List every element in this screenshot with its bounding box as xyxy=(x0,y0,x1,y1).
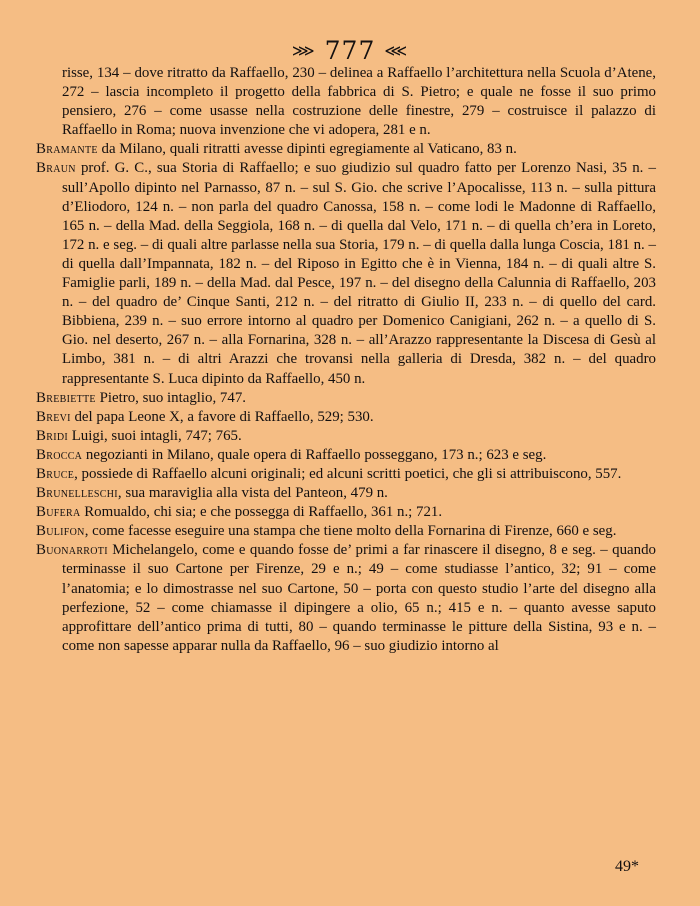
index-entry-buonarroti xyxy=(36,541,656,656)
index-entry-bufera xyxy=(36,503,656,522)
entry-text: Romualdo, chi sia; e che possegga di Raffaello, 361 n.; 721. xyxy=(80,504,443,521)
entry-text: , come facesse eseguire una stampa che tiene molto della Fornarina di Firenze, 660 e seg. xyxy=(84,523,617,540)
entry-text: prof. G. C., sua Storia di Raffaello; e suo giudizio sul quadro fatto per Lorenzo Nasi, 35 n. – sull’Apollo dipinto nel Parnasso, 87 n. – sul S. Gio. che scrive l’Apocalisse, 113 n. – sulla pittura d’Eliodoro, 124 n. – non parla del quadro Canossa, 158 n. – come lodi le Madonne di Raffaello, 165 n. – della Mad. della Seggiola, 168 n. – di quella dal Velo, 171 n. – di quella ch’era in Loreto, 172 n. e seg. – di quali altre parlasse nella sua Storia, 179 n. – di quella dalla lunga Coscia, 181 n. – di quella dall’Impannata, 182 n. – del Riposo in Egitto che è in Vienna, 184 n. – di quali altre S. Famiglie parli, 189 n. – della Mad. dal Pesce, 197 n. – del disegno della Calunnia di Raffaello, 203 n. – del quadro de’ Cinque Santi, 212 n. – del ritratto di Giulio II, 233 n. – di quello del card. Bibbiena, 239 n. – suo errore intorno al quadro per Domenico Canigiani, 262 n. – a quello di S. Gio. nel deserto, 267 n. – alla Fornarina, 328 n. – all’Arazzo rappresentante la Discesa di Gesù al Limbo, 381 n. – di altri Arazzi che trovansi nella galleria di Dresda, 382 n. – del quadro rappresentante S. Luca dipinto da Raffaello, 450 n. xyxy=(62,160,656,387)
entry-text: da Milano, quali ritratti avesse dipinti egregiamente al Vaticano, 83 n. xyxy=(97,141,517,158)
index-entry-bramante xyxy=(36,140,656,159)
page-header xyxy=(0,36,700,65)
index-entry-braun xyxy=(36,159,656,388)
entry-headword: Braun xyxy=(36,160,76,177)
index-entry-brebiette xyxy=(36,389,656,408)
entry-headword: Brunelleschi xyxy=(36,485,118,502)
entry-headword: Bruce xyxy=(36,465,75,482)
entry-text: Pietro, suo intaglio, 747. xyxy=(95,389,246,406)
entry-headword: Buonarroti xyxy=(36,542,108,559)
entry-headword: Bramante xyxy=(36,141,98,158)
entry-headword: Bufera xyxy=(36,504,81,521)
entry-text: Luigi, suoi intagli, 747; 765. xyxy=(67,427,242,444)
entry-text: , sua maraviglia alla vista del Panteon, 479 n. xyxy=(117,485,388,502)
index-text xyxy=(36,64,656,656)
entry-text: risse, 134 – dove ritratto da Raffaello, 230 – delinea a Raffaello l’architettura nella Scuola d’Atene, 272 – lascia incompleto il progetto della fabbrica di S. Pietro; e quale ne fosse il suo primo pensiero, 276 – come usasse nella costruzione delle finestre, 279 – costruisce il palazzo di Raffaello in Roma; nuova invenzione che vi adopera, 281 e n. xyxy=(62,65,656,139)
index-entry-brunelleschi xyxy=(36,484,656,503)
index-entry-bruce xyxy=(36,465,656,484)
entry-headword: Bridi xyxy=(36,427,68,444)
entry-text: negozianti in Milano, quale opera di Raffaello posseggano, 173 n.; 623 e seg. xyxy=(82,446,547,463)
right-ornament: ⋘ xyxy=(384,41,409,60)
entry-text: , possiede di Raffaello alcuni originali; ed alcuni scritti poetici, che gli si attribuiscono, 557. xyxy=(74,465,622,482)
entry-text: del papa Leone X, a favore di Raffaello, 529; 530. xyxy=(70,408,374,425)
entry-headword: Brevi xyxy=(36,408,71,425)
index-entry-brevi xyxy=(36,408,656,427)
entry-headword: Brebiette xyxy=(36,389,96,406)
signature-mark: 49* xyxy=(615,858,639,875)
entry-headword: Brocca xyxy=(36,446,83,463)
index-entry-bulifon xyxy=(36,522,656,541)
index-entry-bridi xyxy=(36,427,656,446)
index-entry-brocca xyxy=(36,446,656,465)
left-ornament: ⋙ xyxy=(291,41,316,60)
page-number: 777 xyxy=(324,36,376,65)
index-entry-continuation xyxy=(36,64,656,140)
entry-headword: Bulifon xyxy=(36,523,85,540)
entry-text: Michelangelo, come e quando fosse de’ primi a far rinascere il disegno, 8 e seg. – quando terminasse il suo Cartone per Firenze, 29 e n.; 49 – come studiasse l’antico, 32; 91 – come l’anatomia; e lo dimostrasse nel suo Cartone, 50 – porta con questo studio l’arte del disegno alla perfezione, 52 – come chiamasse il dipingere a olio, 65 n.; 415 e n. – quanto avesse saputo approfittare dell’antico prima di tutti, 80 – quando terminasse le pitture della Sistina, 93 e n. – come non sapesse apparar nulla da Raffaello, 96 – suo giudizio intorno al xyxy=(62,542,656,654)
